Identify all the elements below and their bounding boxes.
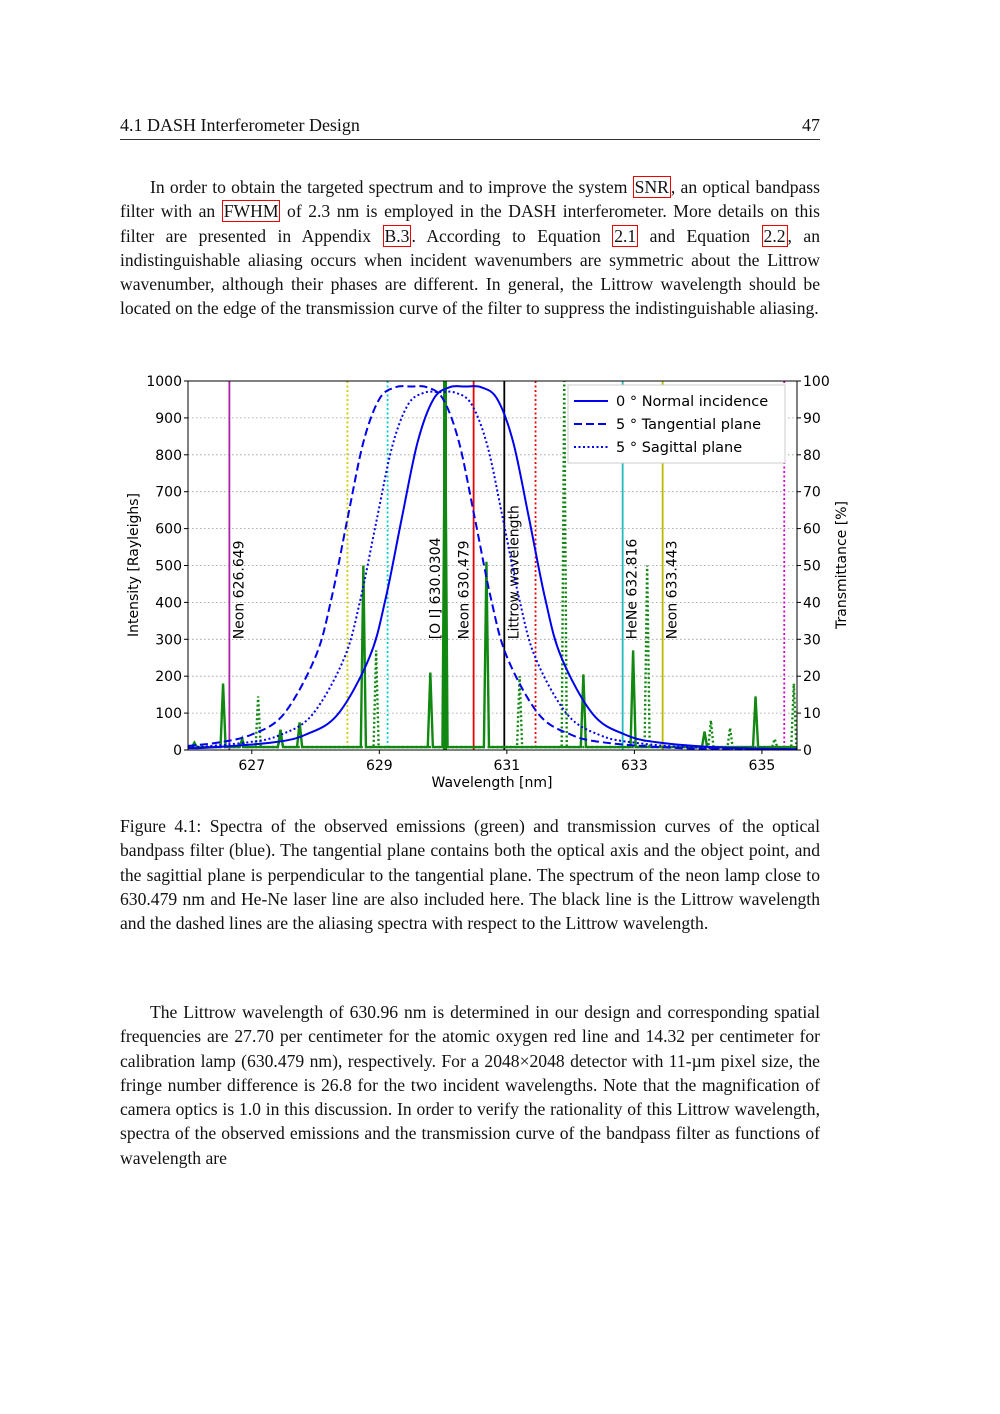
y-axis-label: Intensity [Rayleighs]: [126, 492, 142, 638]
y-tick-label: 600: [155, 521, 182, 538]
legend-label: 5 ° Tangential plane: [616, 417, 762, 433]
running-header: [120, 115, 820, 140]
ref-snr[interactable]: SNR: [634, 177, 669, 197]
y-tick-label: 1000: [146, 374, 182, 390]
y2-tick-label: 80: [803, 447, 821, 464]
y2-tick-label: 50: [803, 558, 821, 575]
y-tick-label: 200: [155, 669, 182, 686]
y-tick-label: 300: [155, 632, 182, 649]
y-tick-label: 0: [173, 743, 182, 759]
figure-4-1-chart: [100, 365, 860, 795]
y-tick-label: 500: [155, 558, 182, 575]
y-tick-label: 900: [155, 410, 182, 427]
y2-tick-label: 10: [803, 706, 821, 723]
reference-line-label: Littrow wavelength: [506, 505, 523, 640]
section-title: 4.1 DASH Interferometer Design: [120, 115, 360, 135]
reference-line-label: Neon 630.479: [456, 540, 473, 640]
ref-appendix-b3[interactable]: B.3: [384, 225, 410, 246]
legend-label: 5 ° Sagittal plane: [616, 440, 743, 456]
y2-tick-label: 20: [803, 669, 821, 686]
x-tick-label: 627: [238, 758, 266, 774]
y2-tick-label: 100: [803, 374, 830, 390]
y2-tick-label: 40: [803, 595, 821, 612]
paragraph-2: The Littrow wavelength of 630.96 nm is determined in our design and corresponding spatial frequencies are 27.70 per centimeter for the atomic oxygen red line and 14.32 per centimeter for calibration lamp (630.479 nm), respectively. For a 2048×2048 detector with 11-µm pixel size, the fringe number difference is 26.8 for the two incident wavelengths. Note that the magnification of camera optics is 1.0 in this discussion. In order to verify the rationality of this Littrow wavelength, spectra of the observed emissions and the transmission curve of the bandpass filter as functions of wavelength are: [120, 1002, 820, 1168]
reference-line-label: [O I] 630.0304: [428, 537, 445, 640]
y2-tick-label: 90: [803, 410, 821, 427]
ref-eq-2-2[interactable]: 2.2: [763, 225, 786, 246]
ref-eq-2-1[interactable]: 2.1: [614, 225, 637, 246]
paragraph-1: In order to obtain the targeted spectrum and to improve the system SNR , an optical bandpass filter with an FWHM of 2.3 nm is employed in the DASH interferometer. More details on this filter are presented in Appendix B.3 . According to Equation 2.1 and Equation 2.2 , an indistinguishable aliasing occurs when incident wavenumbers are symmetric about the Littrow wavenumber, although their phases are different. In general, the Littrow wavelength should be located on the edge of the transmission curve of the filter to suppress the indistinguishable aliasing.: [120, 177, 821, 319]
reference-line-label: HeNe 632.816: [624, 538, 641, 640]
x-tick-label: 631: [493, 758, 521, 774]
x-axis-label: Wavelength [nm]: [431, 775, 553, 791]
y2-tick-label: 70: [803, 484, 821, 501]
y-tick-label: 800: [155, 447, 182, 464]
y-tick-label: 100: [155, 706, 182, 723]
x-tick-label: 629: [365, 758, 393, 774]
x-tick-label: 633: [621, 758, 648, 774]
figure-caption: Figure 4.1: Spectra of the observed emissions (green) and transmission curves of the optical bandpass filter (blue). The tangential plane contains both the optical axis and the object point, and the sagittial plane is perpendicular to the tangential plane. The spectrum of the neon lamp close to 630.479 nm and He-Ne laser line are also included here. The black line is the Littrow wavelength and the dashed lines are the aliasing spectra with respect to the Littrow wavelength.: [120, 816, 820, 934]
legend-label: 0 ° Normal incidence: [616, 394, 769, 410]
reference-line-label: Neon 626.649: [231, 540, 248, 640]
page-number: 47: [802, 115, 820, 135]
reference-line-label: Neon 633.443: [664, 540, 681, 640]
y-tick-label: 400: [155, 595, 182, 612]
y-tick-label: 700: [155, 484, 182, 501]
y2-tick-label: 60: [803, 521, 821, 538]
y2-tick-label: 0: [803, 743, 812, 759]
x-tick-label: 635: [748, 758, 776, 774]
ref-fwhm[interactable]: FWHM: [223, 201, 279, 222]
y2-axis-label: Transmittance [%]: [834, 501, 850, 629]
y2-tick-label: 30: [803, 632, 821, 649]
